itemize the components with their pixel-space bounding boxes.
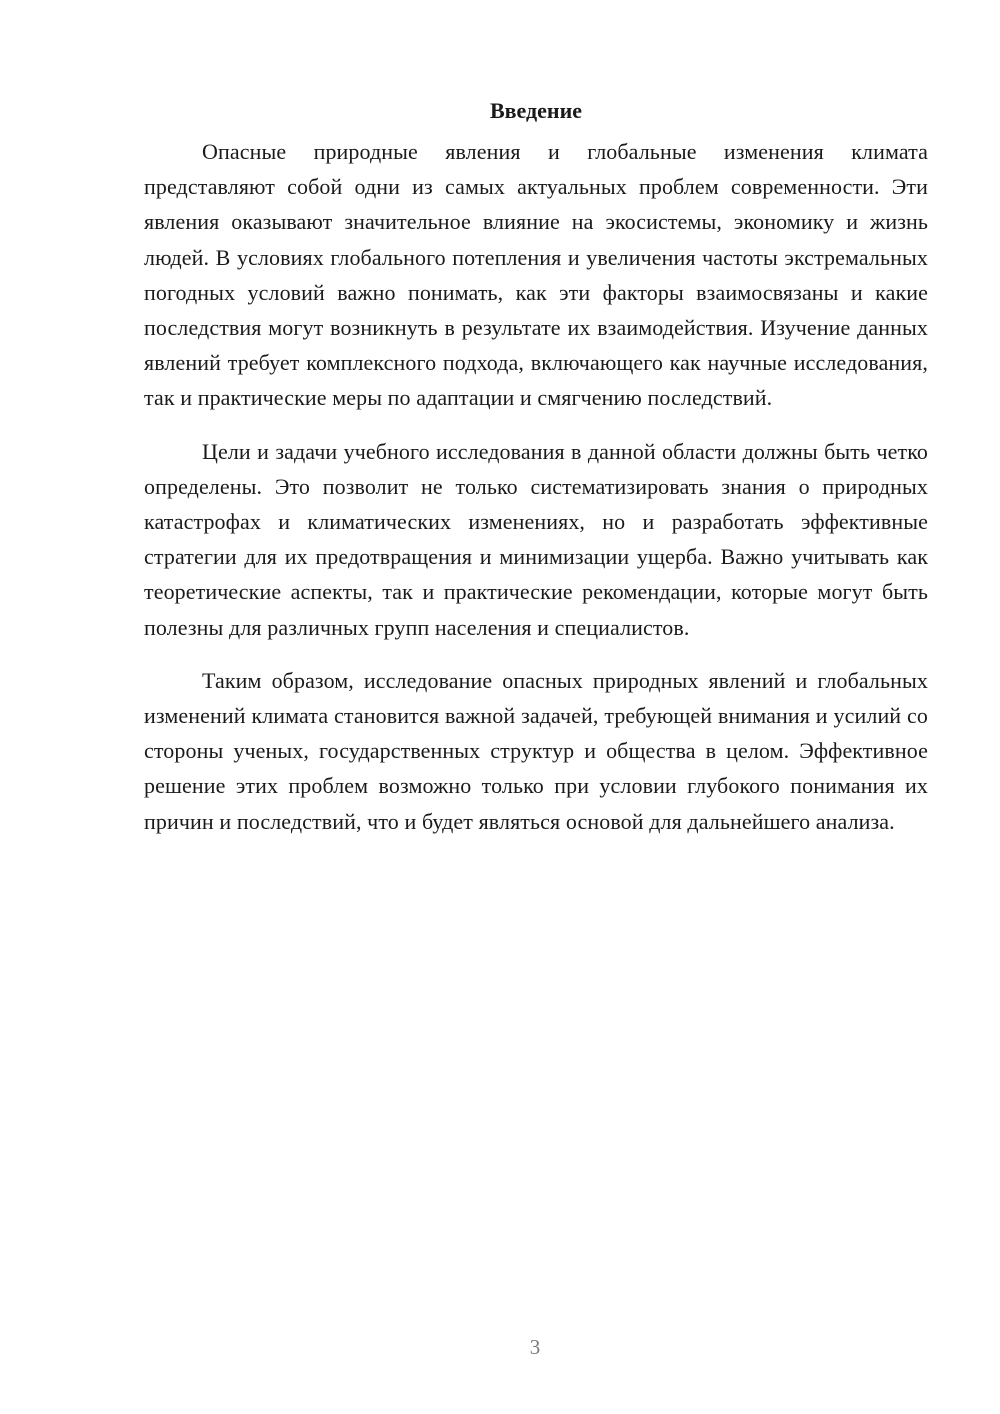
page-number: 3 <box>529 1335 541 1359</box>
paragraph-3: Таким образом, исследование опасных природных явлений и глобальных изменений климата становится важной задачей, требующей внимания и усилий со стороны ученых, государственных структур и общества в целом. Эффективное решение этих проблем возможно только при условии глубокого понимания их причин и последствий, что и будет являться основой для дальнейшего анализа. <box>144 667 928 834</box>
paragraph-1: Опасные природные явления и глобальные изменения климата представляют собой одни из самых актуальных проблем современности. Эти явления оказывают значительное влияние на экосистемы, экономику и жизнь людей. В условиях глобального потепления и увеличения частоты экстремальных погодных условий важно понимать, как эти факторы взаимосвязаны и какие последствия могут возникнуть в результате их взаимодействия. Изучение данных явлений требует комплексного подхода, включающего как научные исследования, так и практические меры по адаптации и смягчению последствий. <box>144 139 928 411</box>
page-content <box>144 96 928 857</box>
section-heading: Введение <box>489 98 583 123</box>
paragraph-2: Цели и задачи учебного исследования в данной области должны быть четко определены. Это позволит не только систематизировать знания о природных катастрофах и климатических изменениях, но и разработать эффективные стратегии для их предотвращения и минимизации ущерба. Важно учитывать как теоретические аспекты, так и практические рекомендации, которые могут быть полезны для различных групп населения и специалистов. <box>144 438 928 640</box>
